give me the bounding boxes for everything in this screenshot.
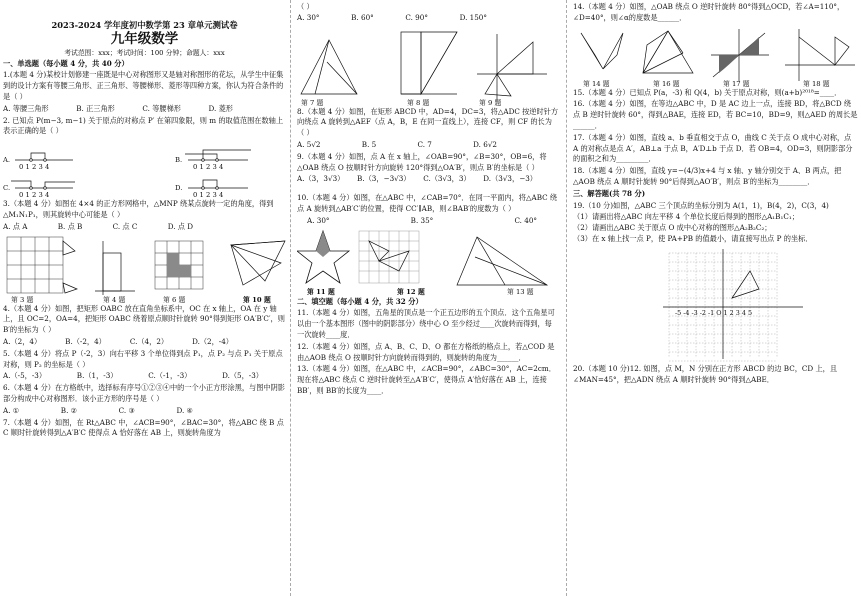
caption-q10: 第 10 题 — [243, 295, 271, 304]
caption-q17: 第 17 题 — [723, 79, 750, 88]
figure-row-3 — [297, 227, 559, 297]
question-3: 3.（本题 4 分）如图在 4×4 的正方形网格中，△MNP 绕某点旋转一定的角度，得到△M₁N₁P₁，则其旋转中心可能是（ ） — [3, 199, 274, 219]
question-10: 10.（本题 4 分）如图，在△ABC 中，∠CAB=70°．在同一平面内，将△ABC 绕点 A 旋转到△AB′C′的位置，使得 CC′∥AB，则∠BAB′的度数为（ ） — [297, 193, 558, 213]
caption-q14: 第 14 题 — [583, 79, 610, 88]
option: A.（2，4） — [3, 336, 42, 346]
option: B. 60° — [351, 12, 374, 22]
option: A. 5√2 — [297, 139, 321, 149]
caption-q18: 第 18 题 — [803, 79, 830, 88]
caption-q6: 第 6 题 — [163, 295, 186, 304]
option: D.（5，-3） — [222, 371, 263, 381]
caption-q3: 第 3 题 — [11, 295, 34, 304]
option-label: B. — [175, 156, 183, 165]
option: D. 150° — [459, 12, 487, 22]
option-label: D. — [175, 184, 183, 193]
option: A. 30° — [297, 12, 320, 22]
question-5: 5.（本题 4 分）将点 P（-2，3）向右平移 3 个单位得到点 P₁，点 P₂ 与点 P₁ 关于原点对称，则 P₂ 的坐标是（ ） — [3, 348, 283, 369]
section-fill-blank: 二、填空题（每小题 4 分，共 32 分） — [297, 296, 423, 306]
option: C. ③ — [118, 405, 135, 415]
question-18: 18.（本题 4 分）如图，直线 y=−(4/3)x+4 与 x 轴、y 轴分别交于 A、B 两点，把△AOB 绕点 A 顺时针旋转 90°后得到△AO′B′，则点 B′的坐标为________． — [573, 166, 842, 186]
option: C.（4，2） — [129, 336, 169, 346]
figures-svg — [3, 233, 286, 303]
option: B. 5 — [361, 139, 377, 149]
question-7: 7.（本题 4 分）如图，在 Rt△ABC 中，∠ACB=90°，∠BAC=30°，将△ABC 绕 B 点 C 顺时针旋转得到△A′B′C 使得点 A 恰好落在 AB 上，则旋转角度为 — [3, 417, 284, 438]
caption-q13: 第 13 题 — [507, 287, 534, 296]
section-single-choice: 一、单选题（每小题 4 分，共 40 分） — [3, 58, 129, 68]
option: C.（3√3，3） — [423, 174, 471, 184]
question-2: 2. 已知点 P(m−3, m−1) 关于原点的对称点 P′ 在第四象限，则 m 的取值范围在数轴上表示正确的是（ ） — [3, 115, 284, 136]
question-3-options — [3, 222, 193, 233]
figure-row-1 — [3, 233, 286, 303]
exam-meta: 考试范围：xxx；考试时间：100 分钟；命题人：xxx — [64, 48, 225, 57]
question-17: 17.（本题 4 分）如图，直线 a、b 垂直相交于点 O，曲线 C 关于点 O 成中心对称，点 A 的对称点是点 A′，AB⊥a 于点 B，A′D⊥b 于点 D．若 OB=4，OD=3，则阴影部分的面积之和为_________． — [573, 132, 853, 164]
figure-row-4 — [573, 25, 858, 87]
coordinate-grid-svg — [573, 245, 858, 363]
figures-svg — [297, 24, 559, 106]
option: C. 40° — [514, 215, 537, 225]
question-4-options — [3, 337, 233, 348]
tick-labels: 0 1 2 3 4 — [193, 191, 224, 200]
question-19-part-1: （1）请画出将△ABC 向左平移 4 个单位长度后得到的图形△A₁B₁C₁； — [573, 212, 799, 222]
option: B.（1，-3） — [76, 371, 118, 381]
question-19-part-2: （2）请画出△ABC 关于原点 O 成中心对称的图形△A₂B₂C₂； — [573, 223, 772, 233]
option: D.（2，-4） — [192, 336, 233, 346]
option: C. 等腰梯形 — [142, 103, 181, 113]
figures-svg — [573, 25, 858, 87]
option: B. 点 B — [57, 221, 83, 231]
question-4: 4.（本题 4 分）如图，把矩形 OABC 放在直角坐标系中，OC 在 x 轴上，OA 在 y 轴上，且 OC=2，OA=4，把矩形 OABC 绕着原点顺时针旋转 90°得到矩形 OA′B′C′，则 B′的坐标为（ ） — [3, 303, 285, 335]
question-10-options — [297, 216, 537, 227]
question-13: 13.（本题 4 分）如图，在△ABC 中，∠ACB=90°，∠ABC=30°，AC=2cm．现在将△ABC 绕点 C 逆时针旋转至△A′B′C′，使得点 A′恰好落在 AB 上，连接 BB′，则 BB′的长度为____． — [297, 364, 556, 395]
question-9-options — [297, 174, 537, 185]
option-label: A. — [3, 156, 11, 165]
column-3 — [573, 0, 858, 386]
option: B. 35° — [410, 215, 434, 225]
question-15: 15.（本题 4 分）已知点 P(a，-3) 和 Q(4，b) 关于原点对称，则(a+b)²⁰¹⁸=____． — [573, 87, 842, 97]
exam-title: 2023-2024 学年度初中数学第 23 章单元测试卷 — [51, 20, 238, 30]
caption-q16: 第 16 题 — [653, 79, 680, 88]
caption-q4: 第 4 题 — [103, 295, 126, 304]
option: C. 90° — [405, 12, 428, 22]
question-6: 6.（本题 4 分）在方格纸中，选择标有序号①②③④中的一个小正方形涂黑，与图中阴影部分构成中心对称图形．该小正方形的序号是（ ） — [3, 383, 285, 403]
option: B. 正三角形 — [76, 103, 115, 113]
column-2 — [297, 0, 559, 398]
option: A. ① — [3, 405, 20, 415]
figure-row-2 — [297, 24, 559, 106]
question-19: 19.（10 分)如图，△ABC 三个顶点的坐标分别为 A(1，1)，B(4，2)，C(3，4) — [573, 200, 829, 210]
tick-labels: 0 1 2 3 4 — [19, 191, 50, 200]
tick-labels: 0 1 2 3 4 — [19, 163, 50, 172]
option: D. 6√2 — [473, 139, 497, 149]
question-8: 8.（本题 4 分）如图，在矩形 ABCD 中，AD=4，DC=3，将△ADC 按逆时针方向绕点 A 旋转到△AEF（点 A，B，E 在同一直线上），连接 CF，则 CF 的长为（ ） — [297, 106, 559, 138]
question-12: 12.（本题 4 分）如图，点 A、B、C、D、O 都在方格纸的格点上，若△COD 是由△AOB 绕点 O 按顺时针方向旋转而得到的，则旋转的角度为______． — [297, 341, 555, 362]
option: A. 点 A — [3, 221, 28, 231]
question-1-options — [3, 104, 233, 115]
option: C. 点 C — [112, 221, 138, 231]
exam-subtitle: 九年级数学 — [110, 30, 179, 47]
question-19-part-3: （3）在 x 轴上找一点 P，使 PA+PB 的值最小，请直接写出点 P 的坐标． — [573, 233, 813, 243]
number-line-figures — [3, 138, 286, 198]
option: A.（3，3√3） — [297, 174, 345, 184]
question-20: 20.（本题 10 分)12. 如图，点 M，N 分别在正方形 ABCD 的边 BC，CD 上，且∠MAN=45°，把△ADN 绕点 A 顺时针旋转 90°得到△ABE． — [573, 363, 838, 384]
x-axis-ticks: -5 -4 -3 -2 -1 O 1 2 3 4 5 — [675, 308, 753, 317]
question-7-options — [297, 13, 487, 24]
caption-q11: 第 11 题 — [307, 287, 335, 296]
option: C. 7 — [417, 139, 432, 149]
question-1: 1.(本题 4 分)某校计划修建一座既是中心对称图形又是轴对称图形的花坛，从学生中征集到的设计方案有等腰三角形、正三角形、等腰梯形、菱形等四种方案，你认为符合条件的是（ ） — [3, 70, 284, 101]
question-14: 14.（本题 4 分）如图，△OAB 绕点 O 逆时针旋转 80°得到△OCD，若∠A=110°，∠D=40°，则∠α的度数是______． — [573, 2, 845, 22]
option: B.（3，−3√3） — [357, 174, 411, 184]
question-11: 11.（本题 4 分）如图，五角星的顶点是一个正五边形的五个顶点．这个五角星可以由一个基本图形（图中的阴影部分）绕中心 O 至少经过____次旋转而得到，每一次旋转____度． — [297, 308, 555, 339]
question-6-options — [3, 406, 193, 417]
question-8-options — [297, 140, 497, 151]
option: D. 菱形 — [208, 103, 233, 113]
caption-q7: 第 7 题 — [301, 98, 324, 107]
option: A. 等腰三角形 — [3, 103, 49, 113]
option: D. 点 D — [167, 221, 193, 231]
question-5-options — [3, 371, 263, 382]
option: C.（-1，-3） — [148, 371, 192, 381]
coordinate-grid-figure — [573, 245, 858, 363]
tick-labels: 0 1 2 3 4 — [193, 163, 224, 172]
column-1 — [3, 0, 286, 440]
question-9: 9.（本题 4 分）如图，点 A 在 x 轴上，∠OAB=90°，∠B=30°，OB=6，将△OAB 绕点 O 按顺时针方向旋转 120°得到△OA′B′，则点 B′的坐标是（ ） — [297, 151, 547, 172]
option: B. ② — [60, 405, 78, 415]
question-16: 16.（本题 4 分）如图，在等边△ABC 中，D 是 AC 边上一点，连接 BD，将△BCD 绕点 B 逆时针旋转 60°，得到△BAE，连接 ED，若 BC=10，BD=9，则△AED 的周长是______． — [573, 99, 858, 130]
option: B.（-2，4） — [65, 336, 106, 346]
option: D.（3√3，−3） — [483, 174, 537, 184]
option-label: C. — [3, 184, 11, 193]
option: A. 30° — [307, 215, 330, 225]
section-answer: 三、解答题(共 78 分) — [573, 188, 646, 198]
caption-q8: 第 8 题 — [407, 98, 430, 107]
caption-q12: 第 12 题 — [397, 287, 425, 296]
column-divider-2 — [566, 0, 567, 596]
option: D. ④ — [176, 405, 193, 415]
question-7-tail: （ ） — [297, 2, 314, 11]
option: A.（-5，-3） — [3, 371, 47, 381]
column-divider-1 — [290, 0, 291, 596]
caption-q9: 第 9 题 — [479, 98, 502, 107]
